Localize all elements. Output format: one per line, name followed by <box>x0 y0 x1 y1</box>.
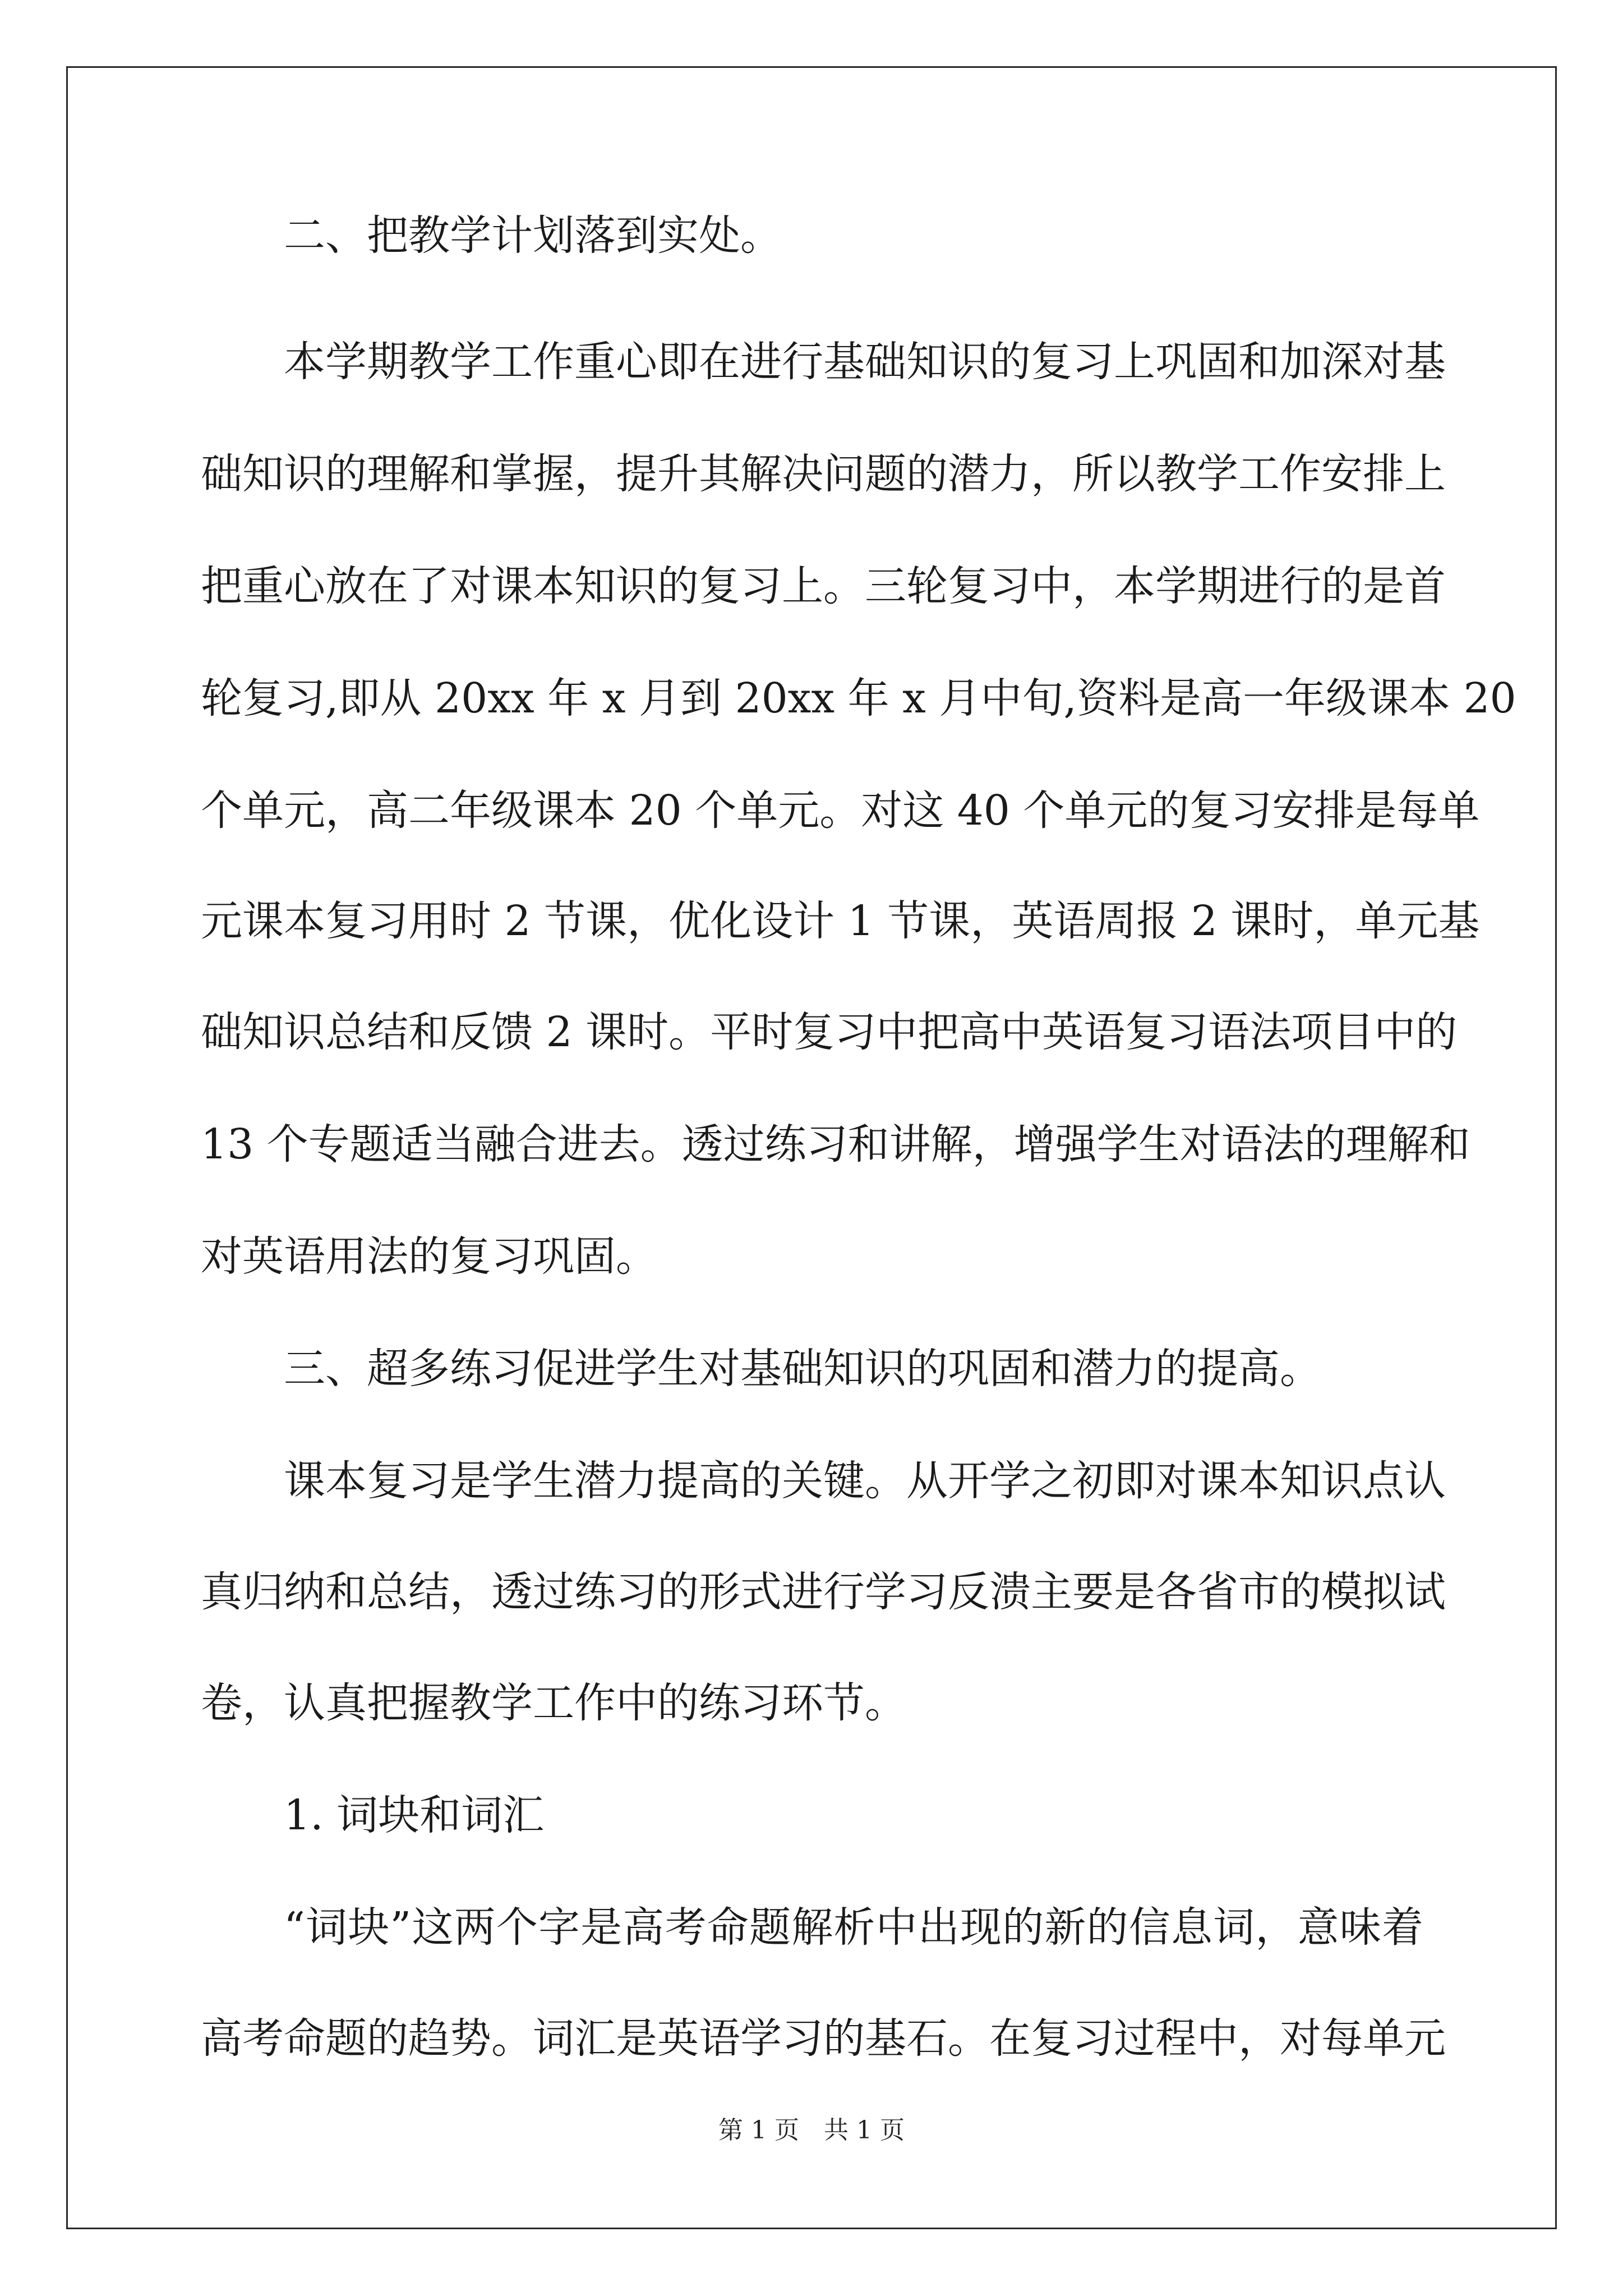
paragraph-line: 对英语用法的复习巩固。 <box>201 1232 657 1281</box>
section-heading-3: 三、超多练习促进学生对基础知识的巩固和潜力的提高。 <box>284 1345 1321 1393</box>
page-number-footer: 第 1 页 共 1 页 <box>718 2116 905 2145</box>
paragraph-line: 13 个专题适当融合进去。透过练习和讲解，增强学生对语法的理解和 <box>201 1120 1470 1168</box>
paragraph-line: 把重心放在了对课本知识的复习上。三轮复习中，本学期进行的是首 <box>201 562 1446 610</box>
paragraph-line: 本学期教学工作重心即在进行基础知识的复习上巩固和加深对基 <box>284 338 1446 386</box>
subsection-heading: 1. 词块和词汇 <box>284 1791 545 1839</box>
paragraph-line: 个单元，高二年级课本 20 个单元。对这 40 个单元的复习安排是每单 <box>201 786 1480 835</box>
paragraph-line: 轮复习,即从 20xx 年 x 月到 20xx 年 x 月中旬,资料是高一年级课本 20 <box>201 674 1516 723</box>
paragraph-line: 卷，认真把握教学工作中的练习环节。 <box>201 1679 906 1727</box>
paragraph-line: 础知识的理解和掌握，提升其解决问题的潜力，所以教学工作安排上 <box>201 450 1446 498</box>
paragraph-line: 高考命题的趋势。词汇是英语学习的基石。在复习过程中，对每单元 <box>201 2014 1446 2063</box>
paragraph-line: 课本复习是学生潜力提高的关键。从开学之初即对课本知识点认 <box>284 1457 1446 1505</box>
paragraph-line: “词块”这两个字是高考命题解析中出现的新的信息词，意味着 <box>284 1903 1423 1952</box>
section-heading-2: 二、把教学计划落到实处。 <box>284 211 782 260</box>
paragraph-line: 真归纳和总结，透过练习的形式进行学习反溃主要是各省市的模拟试 <box>201 1568 1446 1616</box>
paragraph-line: 础知识总结和反馈 2 课时。平时复习中把高中英语复习语法项目中的 <box>201 1008 1458 1056</box>
paragraph-line: 元课本复习用时 2 节课，优化设计 1 节课，英语周报 2 课时，单元基 <box>201 897 1480 945</box>
